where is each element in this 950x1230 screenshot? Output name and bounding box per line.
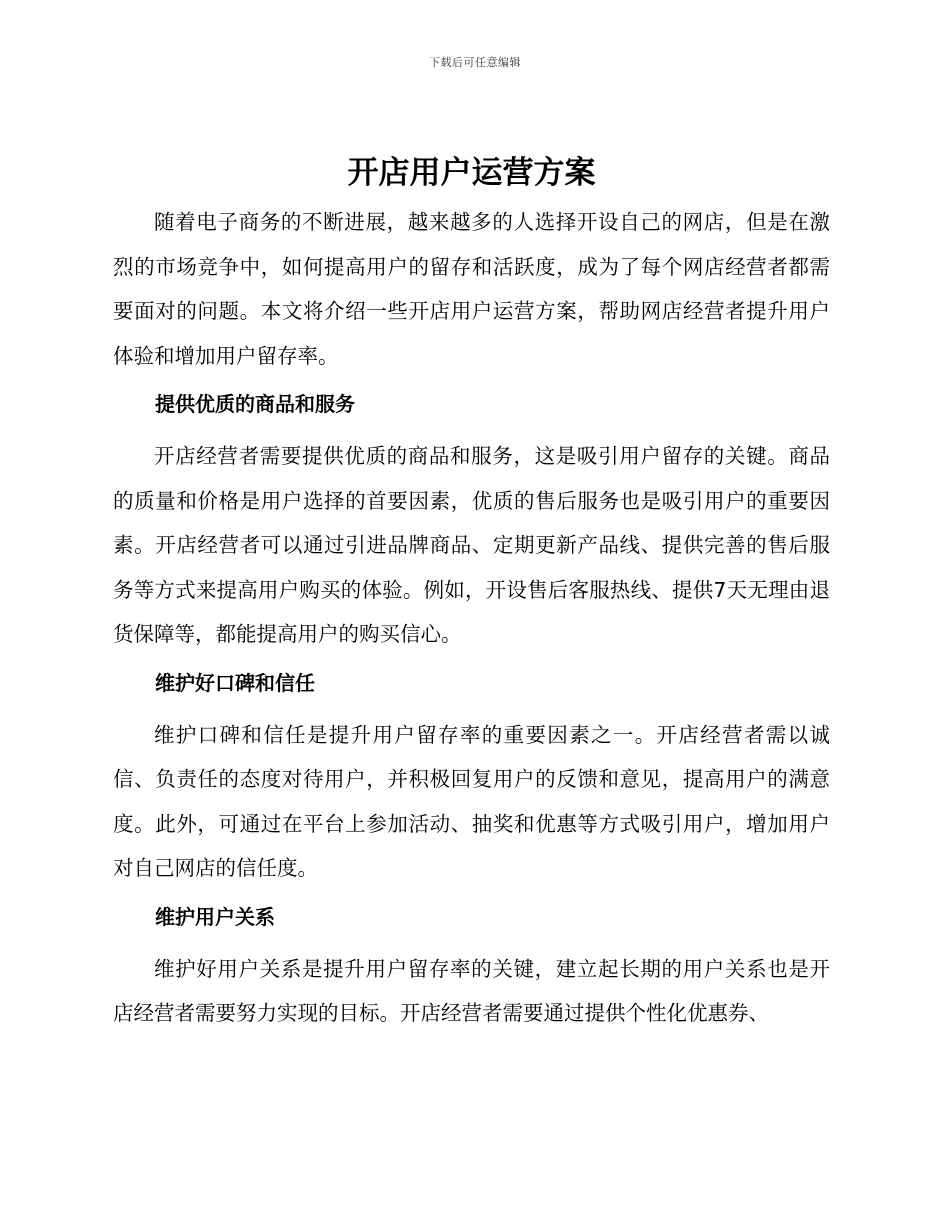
section-body-reputation: 维护口碑和信任是提升用户留存率的重要因素之一。开店经营者需以诚信、负责任的态度对待用户，并积极回复用户的反馈和意见，提高用户的满意度。此外，可通过在平台上参加活动、抽奖和优惠等方式吸引用户，增加用户对自己网店的信任度。 bbox=[113, 722, 830, 880]
intro-paragraph: 随着电子商务的不断进展，越来越多的人选择开设自己的网店，但是在激烈的市场竞争中，如何提高用户的留存和活跃度，成为了每个网店经营者都需要面对的问题。本文将介绍一些开店用户运营方案，帮助网店经营者提升用户体验和增加用户留存率。 bbox=[113, 210, 830, 368]
section-body-quality: 开店经营者需要提供优质的商品和服务，这是吸引用户留存的关键。商品的质量和价格是用户选择的首要因素，优质的售后服务也是吸引用户的重要因素。开店经营者可以通过引进品牌商品、定期更新产品线、提供完善的售后服务等方式来提高用户购买的体验。例如，开设售后客服热线、提供7天无理由退货保障等，都能提高用户的购买信心。 bbox=[113, 444, 830, 646]
section-heading-quality: 提供优质的商品和服务 bbox=[155, 392, 355, 416]
document-body bbox=[113, 148, 830, 1036]
header-note: 下载后可任意编辑 bbox=[429, 56, 521, 69]
document-title: 开店用户运营方案 bbox=[347, 155, 596, 191]
section-heading-reputation: 维护好口碑和信任 bbox=[155, 670, 315, 695]
section-body-relationship: 维护好用户关系是提升用户留存率的关键，建立起长期的用户关系也是开店经营者需要努力实现的目标。开店经营者需要通过提供个性化优惠券、 bbox=[113, 956, 830, 1025]
section-heading-relationship: 维护用户关系 bbox=[155, 904, 275, 929]
